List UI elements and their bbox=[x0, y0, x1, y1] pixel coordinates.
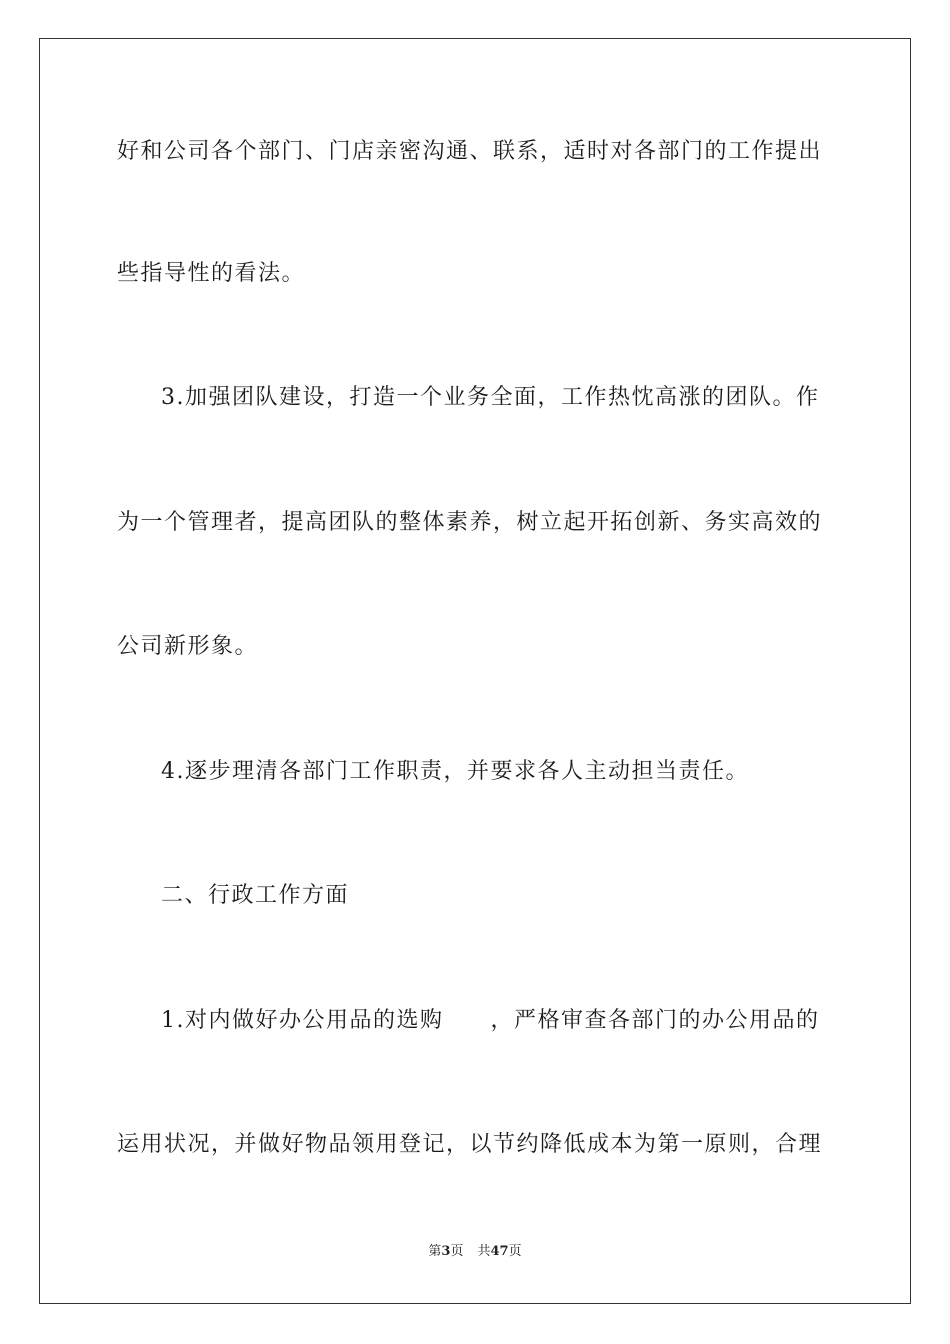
body-line-1: 好和公司各个部门、门店亲密沟通、联系，适时对各部门的工作提出 bbox=[117, 139, 823, 164]
body-line-4: 为一个管理者，提高团队的整体素养，树立起开拓创新、务实高效的 bbox=[117, 510, 823, 535]
footer-page-number: 3 bbox=[441, 1244, 451, 1259]
body-line-8: 1.对内做好办公用品的选购 ，严格审查各部门的办公用品的 bbox=[161, 1008, 820, 1033]
footer-page-prefix: 第 bbox=[428, 1244, 442, 1259]
section-heading: 二、行政工作方面 bbox=[161, 883, 350, 908]
footer-total-suffix: 页 bbox=[508, 1244, 522, 1259]
body-line-3: 3.加强团队建设，打造一个业务全面，工作热忱高涨的团队。作 bbox=[161, 385, 820, 410]
page-border bbox=[39, 38, 911, 1304]
footer-total-prefix: 共 bbox=[477, 1244, 491, 1259]
page-footer bbox=[0, 1243, 950, 1261]
body-line-6: 4.逐步理清各部门工作职责，并要求各人主动担当责任。 bbox=[161, 759, 749, 784]
footer-total-pages: 47 bbox=[490, 1244, 509, 1259]
body-line-2: 些指导性的看法。 bbox=[117, 261, 306, 286]
body-line-9: 运用状况，并做好物品领用登记，以节约降低成本为第一原则，合理 bbox=[117, 1132, 823, 1157]
body-line-5: 公司新形象。 bbox=[117, 634, 259, 659]
footer-page-suffix: 页 bbox=[450, 1244, 464, 1259]
